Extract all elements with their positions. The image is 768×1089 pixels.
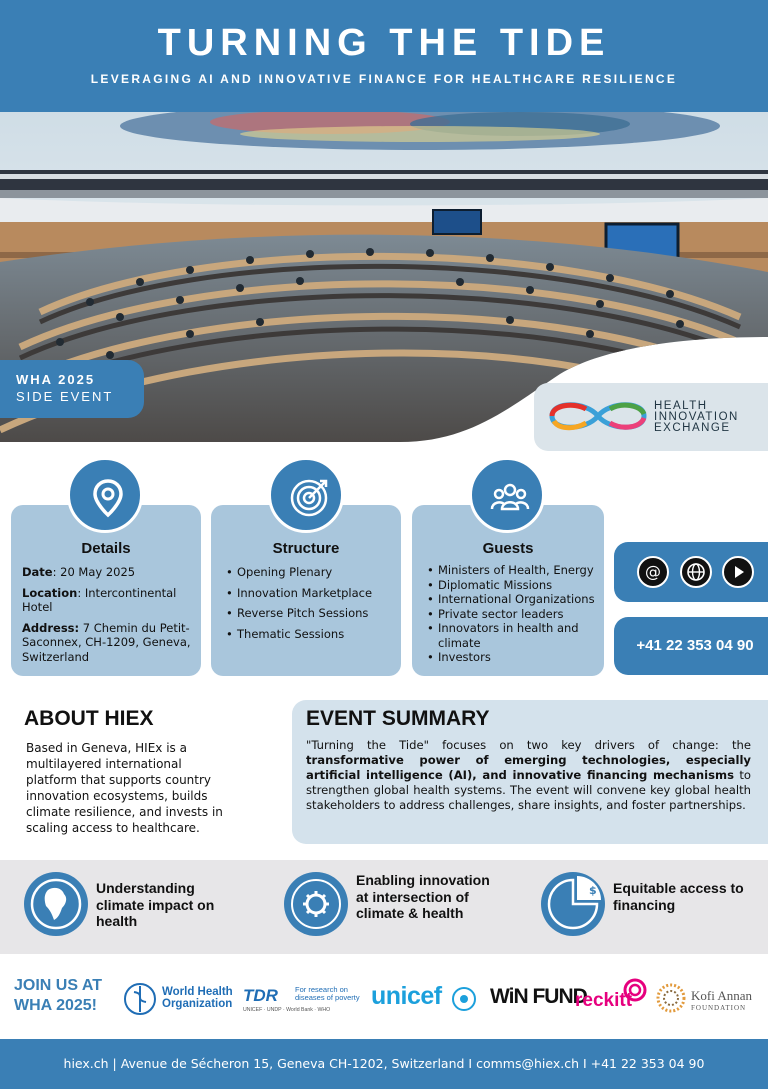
- tdr-name: TDR: [243, 986, 278, 1005]
- structure-item: • Innovation Marketplace: [222, 586, 393, 601]
- unicef-wordmark: unicef: [371, 982, 442, 1010]
- wha-side-event-badge: [0, 360, 144, 418]
- guest-item: • International Organizations: [423, 592, 596, 607]
- infinity-logo-icon: [546, 399, 650, 433]
- about-title: ABOUT HIEX: [24, 707, 154, 730]
- people-group-icon: [469, 457, 545, 533]
- details-title: Details: [81, 540, 131, 557]
- guest-item: • Private sector leaders: [423, 607, 596, 622]
- guest-item: • Ministers of Health, Energy: [423, 563, 596, 578]
- globe-icon[interactable]: [680, 556, 712, 588]
- summary-title: EVENT SUMMARY: [306, 707, 490, 730]
- structure-item: • Reverse Pitch Sessions: [222, 606, 393, 621]
- reckitt-wordmark: reckitt: [575, 990, 633, 1011]
- guest-item: • Diplomatic Missions: [423, 578, 596, 593]
- at-sign-icon[interactable]: @: [637, 556, 669, 588]
- win-fund-logo: WiN FUND: [490, 985, 587, 1008]
- who-name-line2: Organization: [162, 998, 233, 1010]
- target-icon: [268, 457, 344, 533]
- summary-text: "Turning the Tide" focuses on two key drivers of change: the transformative power of emerging technologies, especially artificial intelligence (AI), and innovative financing mechanisms to strengthen global health systems. The event will convene key global health stakeholders to address challenges, share insights, and foster partnerships.: [306, 738, 751, 812]
- who-emblem-icon: [122, 982, 162, 1016]
- phone-number[interactable]: +41 22 353 04 90: [614, 617, 768, 675]
- footer-contact-bar: hiex.ch | Avenue de Sécheron 15, Geneva CH-1202, Switzerland I comms@hiex.ch I +41 22 353 04 90: [0, 1039, 768, 1089]
- details-body: Date: 20 May 2025 Location: Intercontinental Hotel Address: 7 Chemin du Petit-Saconnex, CH-1209, Geneva, Switzerland: [22, 565, 191, 664]
- guest-item: • Investors: [423, 650, 596, 665]
- structure-item: • Thematic Sessions: [222, 627, 393, 642]
- kofi-annan-name: Kofi Annan: [691, 988, 753, 1003]
- structure-body: [222, 565, 393, 647]
- globe-africa-icon: [24, 872, 88, 936]
- kofi-annan-emblem-icon: [655, 982, 687, 1014]
- page-title: TURNING THE TIDE: [157, 22, 611, 64]
- structure-list: [222, 565, 393, 641]
- header-banner: [0, 0, 768, 112]
- badge-line-1: WHA 2025: [16, 372, 96, 387]
- theme-text: Understanding climate impact on health: [96, 880, 215, 929]
- guest-item: • Innovators in health and climate: [423, 621, 596, 650]
- hiex-logo-box: [534, 383, 768, 451]
- svg-text:$: $: [589, 884, 597, 897]
- event-summary-box: [292, 700, 768, 844]
- join-us-text: JOIN US AT WHA 2025!: [14, 977, 103, 1014]
- contact-links-pill: [614, 542, 768, 602]
- money-chart-icon: [541, 872, 605, 936]
- tdr-tagline: For research on diseases of poverty: [295, 985, 360, 1002]
- structure-item: • Opening Plenary: [222, 565, 393, 580]
- page-subtitle: LEVERAGING AI AND INNOVATIVE FINANCE FOR HEALTHCARE RESILIENCE: [90, 72, 678, 86]
- who-name-line1: World Health: [162, 986, 233, 998]
- unicef-logo: [371, 982, 481, 1011]
- guests-title: Guests: [482, 540, 534, 557]
- guests-list: [423, 563, 596, 665]
- tdr-logo: [243, 986, 363, 1016]
- kofi-annan-foundation: FOUNDATION: [691, 1004, 747, 1012]
- reckitt-logo: [575, 978, 649, 1018]
- guests-body: [423, 563, 596, 665]
- theme-text: Enabling innovation at intersection of climate & health: [356, 872, 490, 921]
- play-icon[interactable]: [722, 556, 754, 588]
- gear-network-icon: [284, 872, 348, 936]
- about-text: Based in Geneva, HIEx is a multilayered international platform that supports country innovation ecosystems, builds climate resilience, and invests in scaling access to healthcare.: [26, 741, 223, 835]
- location-pin-icon: [67, 457, 143, 533]
- structure-title: Structure: [272, 540, 340, 557]
- themes-band: [0, 860, 768, 954]
- unicef-emblem-icon: [451, 986, 477, 1012]
- tdr-sponsors: UNICEF · UNDP · World Bank · WHO: [243, 1007, 331, 1013]
- theme-text: Equitable access to financing: [613, 880, 744, 913]
- hiex-logo-text: HEALTH INNOVATION EXCHANGE: [654, 400, 739, 434]
- badge-line-2: SIDE EVENT: [16, 389, 114, 404]
